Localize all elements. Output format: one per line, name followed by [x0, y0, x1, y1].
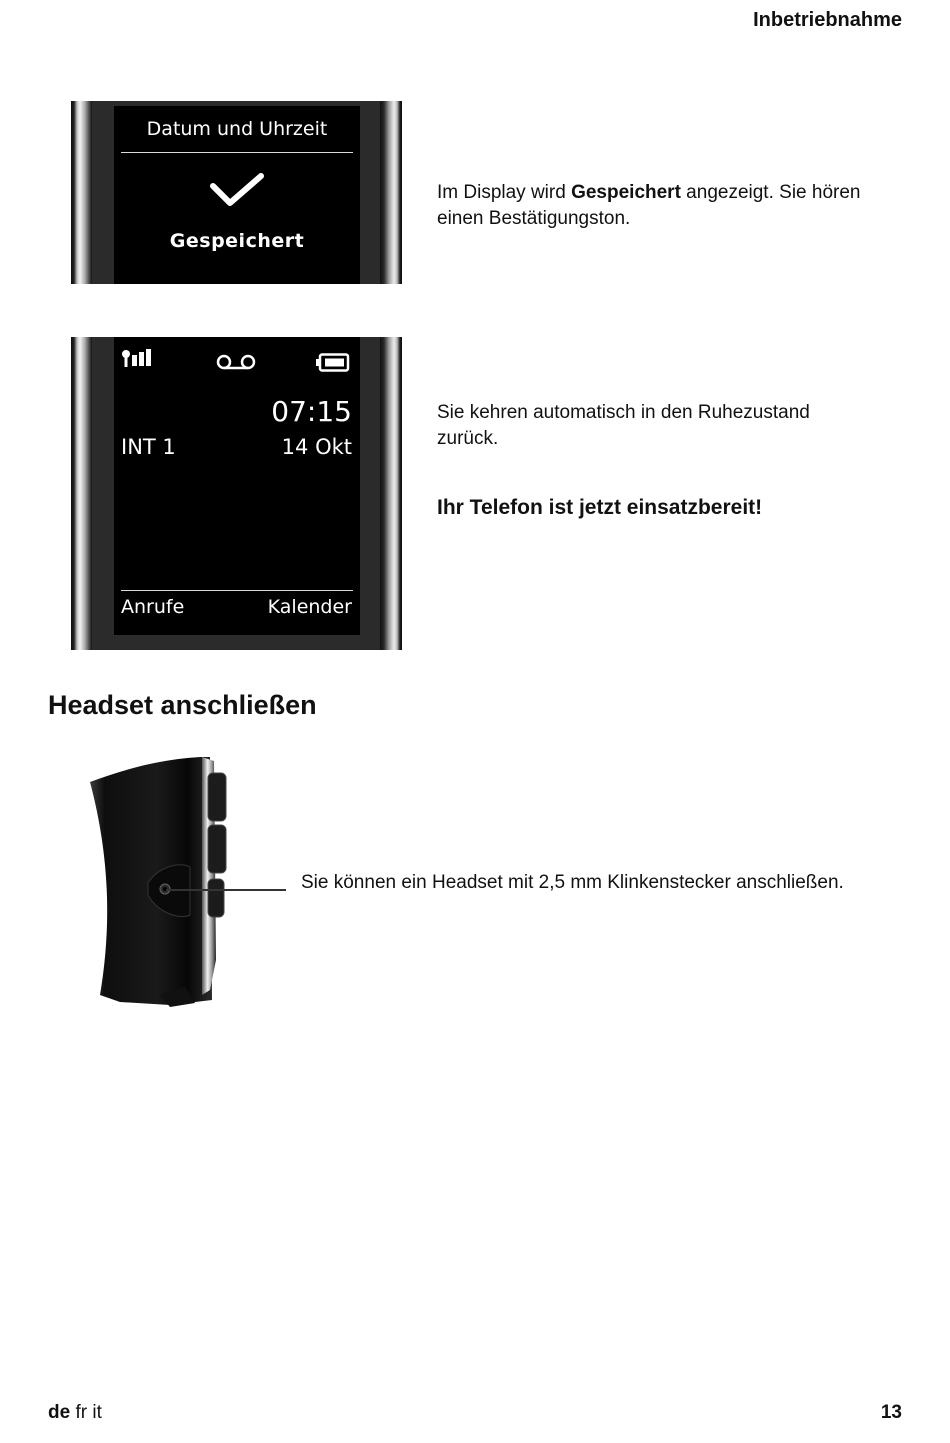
- status-text: Gespeichert: [169, 230, 305, 252]
- softkey-calls: Anrufe: [121, 596, 185, 618]
- emphasis-text: Gespeichert: [571, 182, 681, 203]
- active-language: de: [48, 1402, 71, 1423]
- language-indicator: [48, 1402, 102, 1424]
- ready-callout: Ihr Telefon ist jetzt einsatzbereit!: [437, 496, 763, 519]
- checkmark-icon: [209, 172, 265, 208]
- phone-screen: [114, 337, 360, 635]
- pointer-line: [166, 889, 286, 891]
- clock-time: 07:15: [271, 395, 352, 428]
- page-number: 13: [880, 1402, 902, 1423]
- softkey-calendar: Kalender: [267, 596, 352, 618]
- screen-divider: [121, 152, 353, 153]
- screen-divider: [121, 590, 353, 591]
- step-description-idle: Sie kehren automatisch in den Ruhezustand zurück.: [437, 402, 810, 449]
- display-screenshot-idle: [71, 337, 402, 650]
- phone-screen: [114, 106, 360, 284]
- display-screenshot-saved: [71, 101, 402, 284]
- voicemail-icon: [215, 353, 257, 371]
- headset-description: Sie können ein Headset mit 2,5 mm Klinkenstecker anschließen.: [301, 872, 844, 893]
- signal-strength-icon: [121, 347, 153, 371]
- date-label: 14 Okt: [281, 435, 352, 459]
- running-header: Inbetriebnahme: [753, 9, 902, 31]
- other-languages: fr it: [75, 1402, 102, 1423]
- battery-icon: [316, 353, 350, 373]
- section-heading: Headset anschließen: [48, 690, 317, 720]
- handset-side-photo: [70, 755, 240, 1010]
- handset-name: INT 1: [121, 435, 176, 459]
- step-description-saved: Im Display wird Gespeichert angezeigt. Sie hören einen Bestätigungston.: [437, 182, 861, 229]
- screen-title: Datum und Uhrzeit: [146, 118, 328, 140]
